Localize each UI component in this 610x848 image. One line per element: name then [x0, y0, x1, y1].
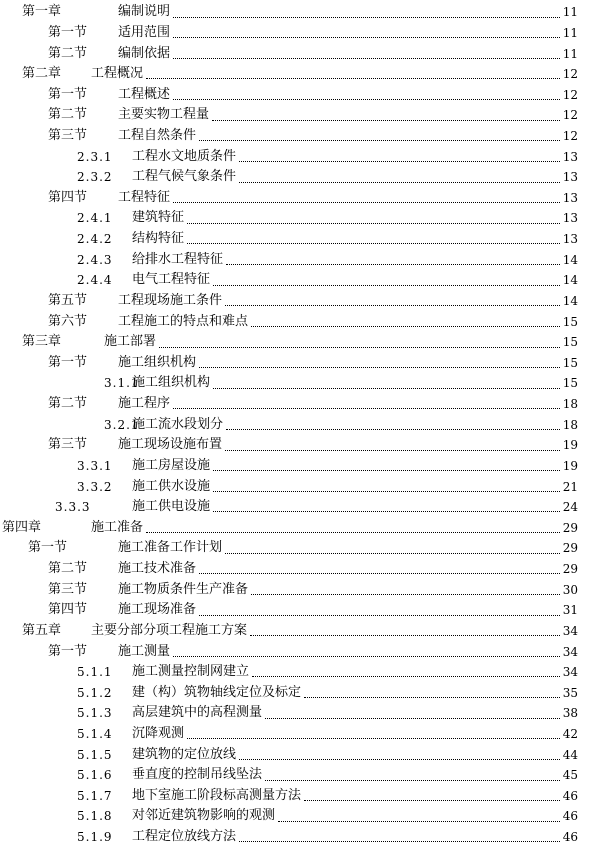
- toc-entry-page-number: 31: [562, 603, 578, 618]
- toc-entry-number: 第二节: [48, 45, 88, 61]
- toc-entry-title: 高层建筑中的高程测量: [132, 705, 263, 721]
- toc-entry[interactable]: [0, 682, 578, 703]
- toc-entry-number: 2.4.1: [77, 211, 113, 226]
- toc-entry[interactable]: [0, 229, 578, 250]
- toc-dot-leader: [212, 120, 560, 121]
- toc-dot-leader: [239, 161, 560, 162]
- toc-entry-number: 5.1.4: [77, 726, 113, 741]
- toc-entry-page-number: 15: [562, 376, 578, 391]
- toc-dot-leader: [173, 37, 560, 38]
- toc-dot-leader: [173, 408, 560, 409]
- toc-dot-leader: [213, 491, 560, 492]
- toc-entry-number: 2.3.1: [77, 149, 113, 164]
- toc-entry-page-number: 24: [562, 500, 578, 515]
- toc-dot-leader: [159, 347, 560, 348]
- toc-entry-page-number: 19: [562, 438, 578, 453]
- toc-dot-leader: [225, 450, 560, 451]
- toc-entry[interactable]: [0, 497, 578, 518]
- toc-entry-title: 施工测量: [118, 643, 171, 659]
- toc-entry-number: 第五节: [48, 292, 88, 308]
- toc-entry-page-number: 13: [562, 190, 578, 205]
- toc-entry-title: 编制说明: [118, 4, 171, 20]
- toc-dot-leader: [199, 615, 560, 616]
- toc-entry-title: 工程特征: [118, 189, 171, 205]
- toc-entry[interactable]: [0, 786, 578, 807]
- toc-entry-number: 第一节: [48, 643, 88, 659]
- toc-entry[interactable]: [0, 373, 578, 394]
- toc-dot-leader: [199, 140, 560, 141]
- toc-entry-title: 施工供水设施: [132, 478, 211, 494]
- toc-dot-leader: [239, 759, 560, 760]
- toc-dot-leader: [226, 264, 560, 265]
- toc-entry[interactable]: [0, 291, 578, 312]
- toc-entry-title: 施工物质条件生产准备: [118, 581, 249, 597]
- toc-entry-page-number: 13: [562, 170, 578, 185]
- toc-entry-page-number: 44: [562, 747, 578, 762]
- toc-entry-title: 工程现场施工条件: [118, 292, 223, 308]
- toc-entry-page-number: 13: [562, 149, 578, 164]
- toc-entry[interactable]: [0, 765, 578, 786]
- toc-entry-page-number: 38: [562, 706, 578, 721]
- toc-entry-number: 3.3.3: [55, 500, 91, 515]
- toc-dot-leader: [225, 553, 560, 554]
- toc-entry-number: 2.4.3: [77, 252, 113, 267]
- toc-dot-leader: [187, 243, 560, 244]
- toc-entry-number: 2.4.2: [77, 232, 113, 247]
- toc-entry-page-number: 15: [562, 314, 578, 329]
- toc-entry[interactable]: [0, 23, 578, 44]
- toc-entry[interactable]: [0, 456, 578, 477]
- toc-entry-page-number: 45: [562, 768, 578, 783]
- toc-dot-leader: [187, 223, 560, 224]
- toc-entry[interactable]: [0, 621, 578, 642]
- toc-entry-page-number: 13: [562, 232, 578, 247]
- toc-entry-number: 第一节: [48, 86, 88, 102]
- toc-entry-title: 编制依据: [118, 45, 171, 61]
- toc-entry-page-number: 18: [562, 417, 578, 432]
- toc-dot-leader: [278, 821, 560, 822]
- toc-entry-title: 对邻近建筑物影响的观测: [132, 808, 276, 824]
- toc-entry-title: 垂直度的控制吊线坠法: [132, 767, 263, 783]
- toc-dot-leader: [265, 718, 560, 719]
- toc-entry-title: 施工程序: [118, 396, 171, 412]
- toc-entry-page-number: 34: [562, 623, 578, 638]
- toc-entry-number: 第二节: [48, 396, 88, 412]
- toc-entry-title: 沉降观测: [132, 725, 185, 741]
- toc-entry-title: 结构特征: [132, 231, 185, 247]
- toc-entry-page-number: 12: [562, 108, 578, 123]
- toc-entry-title: 工程定位放线方法: [132, 829, 237, 845]
- toc-entry-number: 第四节: [48, 189, 88, 205]
- toc-entry-number: 5.1.7: [77, 788, 113, 803]
- toc-entry-page-number: 21: [562, 479, 578, 494]
- toc-entry-page-number: 18: [562, 397, 578, 412]
- toc-entry-page-number: 14: [562, 252, 578, 267]
- toc-dot-leader: [304, 697, 560, 698]
- toc-entry-number: 2.4.4: [77, 273, 113, 288]
- toc-dot-leader: [226, 429, 560, 430]
- toc-dot-leader: [173, 17, 560, 18]
- toc-entry-title: 施工部署: [104, 334, 157, 350]
- toc-entry-number: 第三节: [48, 128, 88, 144]
- toc-dot-leader: [251, 594, 560, 595]
- toc-entry[interactable]: [0, 827, 578, 848]
- toc-entry-number: 第一节: [48, 354, 88, 370]
- toc-entry-number: 第一节: [48, 24, 88, 40]
- toc-entry-number: 2.3.2: [77, 170, 113, 185]
- toc-entry-page-number: 46: [562, 809, 578, 824]
- toc-entry[interactable]: [0, 353, 578, 374]
- toc-entry-number: 第二章: [22, 66, 62, 82]
- toc-dot-leader: [225, 305, 560, 306]
- toc-entry-number: 5.1.8: [77, 809, 113, 824]
- toc-entry-page-number: 30: [562, 582, 578, 597]
- toc-entry-page-number: 34: [562, 665, 578, 680]
- toc-entry-page-number: 11: [562, 25, 578, 40]
- toc-entry-number: 第六节: [48, 313, 88, 329]
- toc-dot-leader: [173, 58, 560, 59]
- toc-entry[interactable]: [0, 43, 578, 64]
- toc-entry-number: 第四节: [48, 602, 88, 618]
- toc-dot-leader: [213, 285, 560, 286]
- toc-entry[interactable]: [0, 270, 578, 291]
- toc-entry-number: 第一章: [22, 4, 62, 20]
- toc-entry-page-number: 29: [562, 541, 578, 556]
- toc-entry-number: 3.3.2: [77, 479, 113, 494]
- toc-entry[interactable]: [0, 188, 578, 209]
- toc-entry-title: 主要实物工程量: [118, 107, 210, 123]
- toc-entry-number: 5.1.9: [77, 830, 113, 845]
- toc-entry[interactable]: [0, 435, 578, 456]
- toc-entry-number: 第一节: [28, 540, 68, 556]
- toc-entry-title: 适用范围: [118, 24, 171, 40]
- toc-entry-page-number: 34: [562, 644, 578, 659]
- toc-entry-page-number: 14: [562, 293, 578, 308]
- toc-entry[interactable]: [0, 518, 578, 539]
- toc-entry-page-number: 19: [562, 458, 578, 473]
- toc-entry-title: 施工现场准备: [118, 602, 197, 618]
- toc-entry-number: 第三节: [48, 581, 88, 597]
- toc-entry[interactable]: [0, 806, 578, 827]
- toc-dot-leader: [173, 656, 560, 657]
- toc-entry[interactable]: [0, 167, 578, 188]
- toc-entry[interactable]: [0, 744, 578, 765]
- toc-entry-title: 施工技术准备: [118, 561, 197, 577]
- toc-entry-page-number: 12: [562, 129, 578, 144]
- toc-dot-leader: [199, 367, 560, 368]
- toc-dot-leader: [187, 738, 560, 739]
- toc-entry-number: 5.1.2: [77, 685, 113, 700]
- toc-entry-title: 工程气候气象条件: [132, 169, 237, 185]
- toc-entry-title: 施工准备工作计划: [118, 540, 223, 556]
- toc-entry-page-number: 11: [562, 5, 578, 20]
- toc-entry[interactable]: [0, 64, 578, 85]
- toc-entry-page-number: 11: [562, 46, 578, 61]
- toc-dot-leader: [146, 532, 560, 533]
- toc-entry-page-number: 12: [562, 67, 578, 82]
- toc-entry[interactable]: [0, 579, 578, 600]
- toc-dot-leader: [239, 841, 560, 842]
- toc-entry-number: 第三节: [48, 437, 88, 453]
- toc-dot-leader: [304, 800, 560, 801]
- toc-entry-page-number: 42: [562, 726, 578, 741]
- toc-entry[interactable]: [0, 414, 578, 435]
- toc-entry-title: 主要分部分项工程施工方案: [91, 622, 248, 638]
- toc-entry[interactable]: [0, 703, 578, 724]
- toc-entry[interactable]: [0, 249, 578, 270]
- toc-entry-number: 3.2.1: [104, 417, 140, 432]
- toc-entry-number: 5.1.1: [77, 665, 113, 680]
- toc-dot-leader: [239, 182, 560, 183]
- toc-entry[interactable]: [0, 311, 578, 332]
- toc-entry-title: 建筑物的定位放线: [132, 746, 237, 762]
- toc-entry-number: 5.1.5: [77, 747, 113, 762]
- toc-entry[interactable]: [0, 641, 578, 662]
- toc-entry-title: 施工房屋设施: [132, 457, 211, 473]
- toc-entry-title: 施工准备: [91, 519, 144, 535]
- toc-entry-page-number: 29: [562, 562, 578, 577]
- toc-entry-page-number: 35: [562, 685, 578, 700]
- toc-entry-title: 建（构）筑物轴线定位及标定: [132, 684, 302, 700]
- toc-dot-leader: [251, 326, 560, 327]
- toc-entry-number: 3.3.1: [77, 458, 113, 473]
- toc-entry-title: 施工流水段划分: [132, 416, 224, 432]
- toc-entry-page-number: 15: [562, 335, 578, 350]
- toc-dot-leader: [265, 780, 560, 781]
- toc-entry-title: 施工组织机构: [118, 354, 197, 370]
- toc-entry-number: 第二节: [48, 561, 88, 577]
- toc-entry-number: 第四章: [2, 519, 42, 535]
- toc-entry-number: 5.1.6: [77, 768, 113, 783]
- toc-entry-title: 工程施工的特点和难点: [118, 313, 249, 329]
- toc-entry-number: 第三章: [22, 334, 62, 350]
- toc-entry-page-number: 14: [562, 273, 578, 288]
- toc-dot-leader: [213, 388, 560, 389]
- toc-entry[interactable]: [0, 394, 578, 415]
- toc-entry[interactable]: [0, 724, 578, 745]
- toc-entry[interactable]: [0, 146, 578, 167]
- toc-entry-title: 施工现场设施布置: [118, 437, 223, 453]
- toc-entry-page-number: 29: [562, 520, 578, 535]
- toc-entry[interactable]: [0, 2, 578, 23]
- toc-entry[interactable]: [0, 662, 578, 683]
- toc-dot-leader: [252, 676, 560, 677]
- toc-entry-title: 工程水文地质条件: [132, 148, 237, 164]
- toc-entry[interactable]: [0, 600, 578, 621]
- toc-entry-title: 施工供电设施: [132, 499, 211, 515]
- toc-entry-number: 第二节: [48, 107, 88, 123]
- toc-entry-page-number: 46: [562, 788, 578, 803]
- toc-dot-leader: [213, 470, 560, 471]
- toc-entry-page-number: 13: [562, 211, 578, 226]
- toc-entry-title: 电气工程特征: [132, 272, 211, 288]
- toc-entry-title: 工程概述: [118, 86, 171, 102]
- toc-entry[interactable]: [0, 332, 578, 353]
- toc-entry-title: 工程概况: [91, 66, 144, 82]
- toc-entry[interactable]: [0, 208, 578, 229]
- toc-dot-leader: [173, 202, 560, 203]
- toc-entry-number: 第五章: [22, 622, 62, 638]
- toc-entry-number: 5.1.3: [77, 706, 113, 721]
- toc-entry-title: 建筑特征: [132, 210, 185, 226]
- toc-dot-leader: [146, 78, 560, 79]
- toc-entry-title: 施工组织机构: [132, 375, 211, 391]
- toc-dot-leader: [199, 573, 560, 574]
- toc-entry-title: 施工测量控制网建立: [132, 664, 250, 680]
- toc-entry[interactable]: [0, 105, 578, 126]
- toc-entry[interactable]: [0, 559, 578, 580]
- toc-dot-leader: [250, 635, 560, 636]
- toc-entry[interactable]: [0, 84, 578, 105]
- toc-entry-number: 3.1.1: [104, 376, 140, 391]
- toc-entry-title: 给排水工程特征: [132, 251, 224, 267]
- toc-dot-leader: [213, 511, 560, 512]
- toc-entry-page-number: 15: [562, 355, 578, 370]
- toc-entry-page-number: 12: [562, 87, 578, 102]
- toc-entry[interactable]: [0, 538, 578, 559]
- toc-dot-leader: [173, 99, 560, 100]
- toc-entry-page-number: 46: [562, 830, 578, 845]
- toc-entry[interactable]: [0, 476, 578, 497]
- toc-entry-title: 地下室施工阶段标高测量方法: [132, 787, 302, 803]
- toc-entry-title: 工程自然条件: [118, 128, 197, 144]
- toc-entry[interactable]: [0, 126, 578, 147]
